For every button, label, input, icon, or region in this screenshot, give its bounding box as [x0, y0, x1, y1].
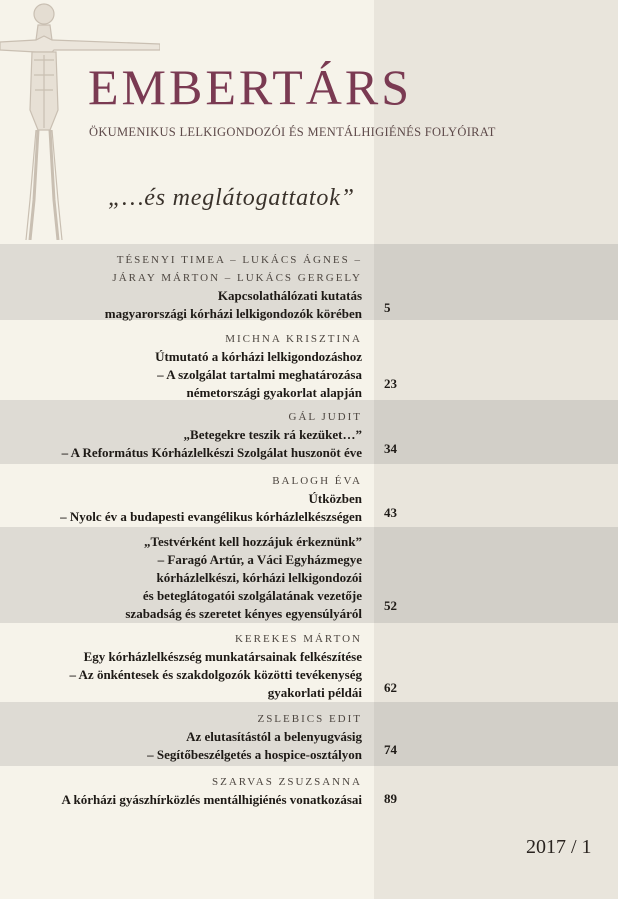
toc-title: Egy kórházlelkészség munkatársainak felkészítése	[83, 649, 362, 664]
journal-subtitle: ÖKUMENIKUS LELKIGONDOZÓI ÉS MENTÁLHIGIÉNÉS FOLYÓIRAT	[89, 125, 496, 139]
toc-title: Útközben	[308, 491, 362, 506]
toc-title: „Betegekre teszik rá kezüket…”	[183, 427, 362, 442]
toc-entry	[0, 533, 374, 623]
toc-title: – Segítőbeszélgetés a hospice-osztályon	[147, 747, 362, 762]
toc-title: gyakorlati példái	[267, 685, 362, 700]
toc-author: ZSLEBICS EDIT	[257, 713, 362, 725]
toc-page-number: 52	[384, 598, 397, 613]
toc-entry	[0, 472, 374, 526]
toc-entry	[0, 251, 374, 323]
toc-page-number: 74	[384, 742, 397, 757]
toc-entry	[0, 408, 374, 462]
toc-title: Kapcsolathálózati kutatás	[217, 288, 362, 303]
toc-author: JÁRAY MÁRTON – LUKÁCS GERGELY	[112, 272, 362, 284]
toc-page-number: 23	[384, 376, 397, 391]
toc-author: TÉSENYI TIMEA – LUKÁCS ÁGNES –	[116, 254, 362, 266]
toc-title: „Testvérként kell hozzájuk érkeznünk”	[144, 534, 362, 549]
toc-author: KEREKES MÁRTON	[234, 633, 362, 645]
toc-page-number: 43	[384, 505, 397, 520]
toc-author: GÁL JUDIT	[288, 411, 362, 423]
journal-title: EMBERTÁRS	[88, 59, 413, 115]
toc-title: szabadság és szeretet kényes egyensúlyáról	[125, 606, 362, 621]
toc-title: és beteglátogatói szolgálatának vezetője	[142, 588, 362, 603]
toc-title: Útmutató a kórházi lelkigondozáshoz	[155, 349, 362, 364]
toc-author: SZARVAS ZSUZSANNA	[212, 776, 362, 788]
toc-title: németországi gyakorlat alapján	[186, 385, 362, 400]
toc-title: Az elutasítástól a belenyugvásig	[186, 729, 362, 744]
toc-page-number: 5	[384, 300, 391, 315]
toc-entry	[0, 710, 374, 764]
toc-entry	[0, 630, 374, 702]
toc-title: – Faragó Artúr, a Váci Egyházmegye	[157, 552, 362, 567]
toc-title: magyarországi kórházi lelkigondozók körében	[104, 306, 362, 321]
toc-title: – A Református Kórházlelkészi Szolgálat huszonöt éve	[61, 445, 362, 460]
toc-author: BALOGH ÉVA	[272, 475, 362, 487]
toc-title: A kórházi gyászhírközlés mentálhigiénés vonatkozásai	[61, 792, 362, 807]
issue-number: 2017 / 1	[526, 836, 592, 858]
toc-title: – A szolgálat tartalmi meghatározása	[157, 367, 362, 382]
toc-author: MICHNA KRISZTINA	[225, 333, 362, 345]
issue-theme: „…és meglátogattatok”	[108, 185, 355, 211]
toc-page-number: 89	[384, 791, 397, 806]
toc-page-number: 34	[384, 441, 397, 456]
toc-title: – Nyolc év a budapesti evangélikus kórházlelkészségen	[60, 509, 362, 524]
toc-page-number: 62	[384, 680, 397, 695]
toc-title: – Az önkéntesek és szakdolgozók közötti tevékenység	[69, 667, 362, 682]
toc-title: kórházlelkészi, kórházi lelkigondozói	[156, 570, 362, 585]
toc-entry	[0, 330, 374, 402]
toc-entry	[0, 773, 374, 809]
